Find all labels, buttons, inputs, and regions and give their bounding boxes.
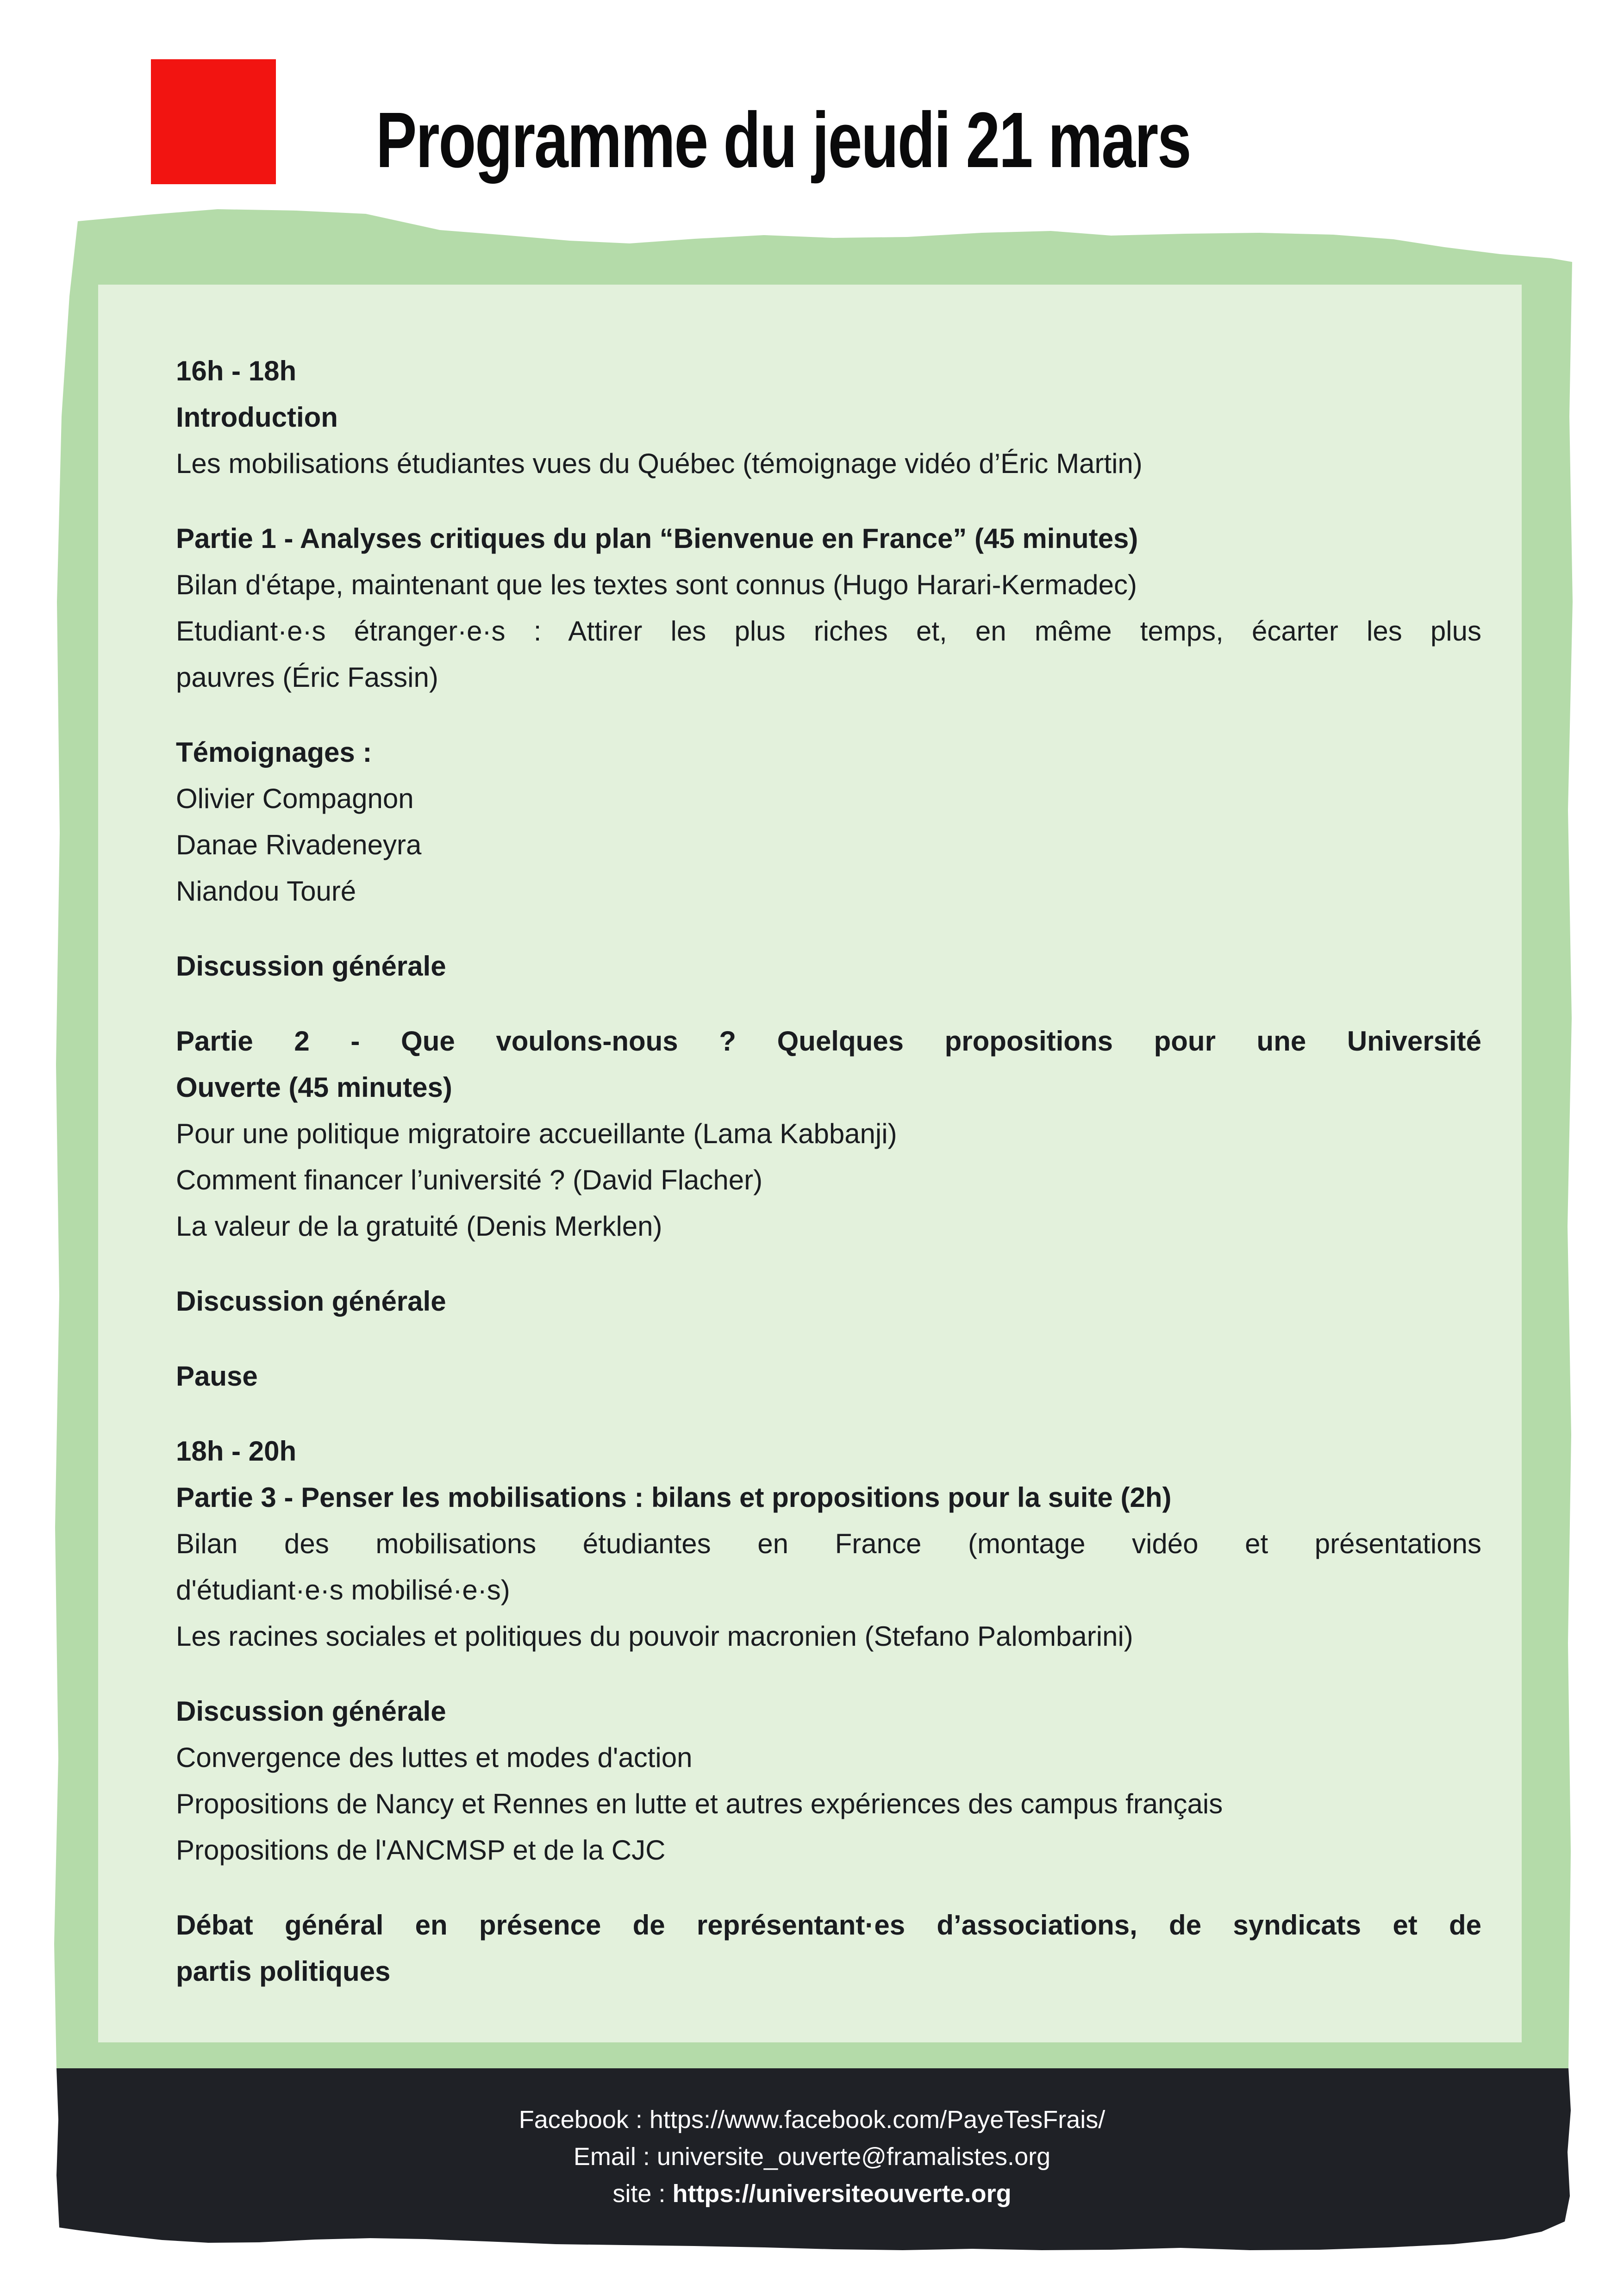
part3-heading: Partie 3 - Penser les mobilisations : bilans et propositions pour la suite (2h) [176, 1482, 1172, 1513]
part2-heading [176, 1018, 1481, 1111]
intro-heading: Introduction [176, 402, 338, 433]
part3-item-1 [176, 1521, 1481, 1613]
footer-email-line: Email : universite_ouverte@framalistes.org [573, 2143, 1051, 2171]
part1-item-2-line-2: pauvres (Éric Fassin) [176, 662, 438, 693]
pause-heading: Pause [176, 1361, 258, 1392]
session-2-time: 18h - 20h [176, 1436, 297, 1467]
program-content [176, 348, 1481, 1995]
part2-item: Comment financer l’université ? (David Flacher) [176, 1164, 763, 1195]
speaker-item: Olivier Compagnon [176, 783, 414, 814]
page-title: Programme du jeudi 21 mars [376, 96, 1191, 184]
part1-item-2 [176, 608, 1481, 701]
footer-site-line [0, 2175, 1624, 2212]
discussion-heading-3: Discussion générale [176, 1696, 446, 1727]
intro-item: Les mobilisations étudiantes vues du Québec (témoignage vidéo d’Éric Martin) [176, 448, 1143, 479]
part2-item: Pour une politique migratoire accueillante (Lama Kabbanji) [176, 1118, 897, 1149]
part1-heading: Partie 1 - Analyses critiques du plan “Bienvenue en France” (45 minutes) [176, 523, 1138, 554]
part1-item-1: Bilan d'étape, maintenant que les textes sont connus (Hugo Harari-Kermadec) [176, 569, 1137, 600]
discussion-item: Propositions de l'ANCMSP et de la CJC [176, 1835, 666, 1866]
part3-item-1-line-1: Bilan des mobilisations étudiantes en France (montage vidéo et présentations [176, 1528, 1481, 1559]
temoignages-heading: Témoignages : [176, 737, 372, 768]
session-1-time: 16h - 18h [176, 355, 297, 386]
footer-site-label: site : [612, 2180, 673, 2208]
debat-heading [176, 1902, 1481, 1995]
debat-heading-line-1: Débat général en présence de représentant·es d’associations, de syndicats et de [176, 1910, 1481, 1941]
speaker-item: Niandou Touré [176, 876, 356, 907]
speaker-item: Danae Rivadeneyra [176, 829, 422, 860]
part3-item-1-line-2: d'étudiant·e·s mobilisé·e·s) [176, 1574, 510, 1605]
part2-heading-line-2: Ouverte (45 minutes) [176, 1072, 452, 1103]
footer-facebook-line: Facebook : https://www.facebook.com/PayeTesFrais/ [518, 2106, 1106, 2134]
part2-item: La valeur de la gratuité (Denis Merklen) [176, 1211, 662, 1242]
debat-heading-line-2: partis politiques [176, 1956, 391, 1987]
discussion-item: Convergence des luttes et modes d'action [176, 1742, 693, 1773]
discussion-heading-2: Discussion générale [176, 1286, 446, 1317]
part1-item-2-line-1: Etudiant·e·s étranger·e·s : Attirer les plus riches et, en même temps, écarter les plus [176, 616, 1481, 647]
discussion-item: Propositions de Nancy et Rennes en lutte et autres expériences des campus français [176, 1788, 1223, 1819]
footer-site-url: https://universiteouverte.org [672, 2180, 1012, 2208]
part3-item-2: Les racines sociales et politiques du pouvoir macronien (Stefano Palombarini) [176, 1621, 1133, 1652]
footer [0, 2101, 1624, 2212]
part2-heading-line-1: Partie 2 - Que voulons-nous ? Quelques propositions pour une Université [176, 1026, 1481, 1057]
discussion-heading-1: Discussion générale [176, 951, 446, 982]
